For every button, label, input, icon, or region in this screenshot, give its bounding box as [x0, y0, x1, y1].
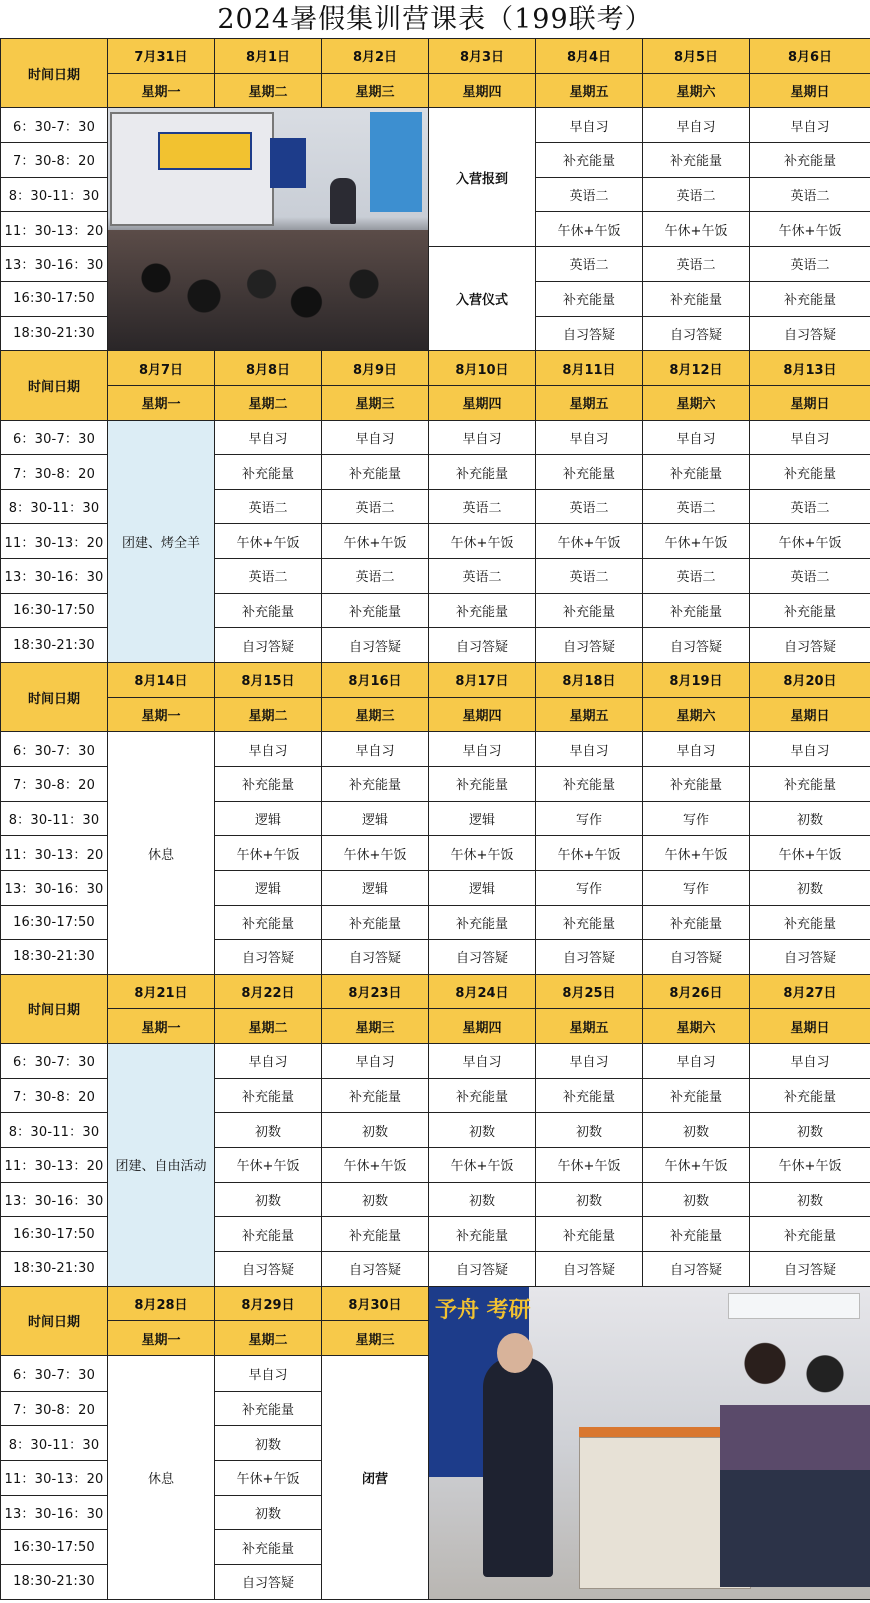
schedule-cell: 补充能量 [750, 1078, 870, 1113]
schedule-cell: 初数 [750, 870, 870, 905]
schedule-cell: 午休+午饭 [643, 1148, 750, 1183]
time-cell: 11：30-13：20 [1, 524, 108, 559]
schedule-cell: 初数 [536, 1182, 643, 1217]
schedule-cell: 补充能量 [643, 1217, 750, 1252]
schedule-cell: 补充能量 [429, 766, 536, 801]
date-cell: 8月13日 [750, 351, 870, 386]
time-cell: 18:30-21:30 [1, 628, 108, 663]
weekday-cell: 星期二 [215, 385, 322, 420]
schedule-cell: 午休+午饭 [429, 524, 536, 559]
schedule-cell: 自习答疑 [643, 940, 750, 975]
schedule-cell: 补充能量 [643, 766, 750, 801]
time-cell: 16:30-17:50 [1, 905, 108, 940]
window-graphic [728, 1293, 860, 1319]
schedule-cell: 写作 [643, 801, 750, 836]
weekday-cell: 星期五 [536, 385, 643, 420]
date-cell: 8月16日 [322, 663, 429, 698]
time-cell: 13：30-16：30 [1, 246, 108, 281]
weekday-cell: 星期日 [750, 697, 870, 732]
date-cell: 8月28日 [108, 1286, 215, 1321]
schedule-cell: 逻辑 [429, 801, 536, 836]
weekday-cell: 星期三 [322, 1321, 429, 1356]
schedule-cell: 英语二 [643, 246, 750, 281]
time-cell: 18:30-21:30 [1, 316, 108, 351]
schedule-cell: 早自习 [536, 1044, 643, 1079]
weekday-cell: 星期四 [429, 385, 536, 420]
schedule-cell: 初数 [750, 1113, 870, 1148]
schedule-cell: 补充能量 [322, 593, 429, 628]
schedule-cell: 补充能量 [536, 142, 643, 177]
date-cell: 8月18日 [536, 663, 643, 698]
schedule-cell: 补充能量 [536, 282, 643, 317]
weekday-cell: 星期一 [108, 1321, 215, 1356]
schedule-cell: 补充能量 [429, 905, 536, 940]
time-cell: 8：30-11：30 [1, 177, 108, 212]
schedule-cell: 午休+午饭 [536, 1148, 643, 1183]
schedule-cell: 早自习 [215, 1044, 322, 1079]
schedule-cell: 补充能量 [643, 905, 750, 940]
date-cell: 7月31日 [108, 39, 215, 74]
weekday-cell: 星期六 [643, 73, 750, 108]
time-cell: 18:30-21:30 [1, 1564, 108, 1599]
schedule-cell: 写作 [536, 801, 643, 836]
week2-date-row [1, 351, 870, 386]
schedule-cell: 补充能量 [750, 1217, 870, 1252]
schedule-cell: 自习答疑 [215, 1251, 322, 1286]
schedule-cell: 英语二 [536, 246, 643, 281]
schedule-cell: 补充能量 [750, 766, 870, 801]
time-cell: 7：30-8：20 [1, 1391, 108, 1426]
time-cell: 7：30-8：20 [1, 1078, 108, 1113]
closing-merged-cell: 闭营 [322, 1355, 429, 1599]
time-cell: 13：30-16：30 [1, 870, 108, 905]
schedule-cell: 午休+午饭 [536, 524, 643, 559]
schedule-cell: 补充能量 [536, 1217, 643, 1252]
schedule-cell: 早自习 [750, 732, 870, 767]
date-cell: 8月25日 [536, 974, 643, 1009]
schedule-cell: 补充能量 [322, 905, 429, 940]
table-row [1, 420, 870, 455]
schedule-cell: 自习答疑 [322, 940, 429, 975]
schedule-cell: 午休+午饭 [536, 836, 643, 871]
schedule-cell: 午休+午饭 [322, 1148, 429, 1183]
date-cell: 8月8日 [215, 351, 322, 386]
week4-date-row [1, 974, 870, 1009]
schedule-cell: 自习答疑 [643, 316, 750, 351]
date-cell: 8月22日 [215, 974, 322, 1009]
schedule-cell: 初数 [215, 1113, 322, 1148]
schedule-cell: 补充能量 [429, 593, 536, 628]
schedule-cell: 初数 [429, 1113, 536, 1148]
schedule-cell: 补充能量 [322, 1217, 429, 1252]
date-cell: 8月12日 [643, 351, 750, 386]
schedule-cell: 午休+午饭 [643, 836, 750, 871]
schedule-cell: 英语二 [215, 489, 322, 524]
week1-date-row [1, 39, 870, 74]
schedule-cell: 初数 [536, 1113, 643, 1148]
schedule-cell: 自习答疑 [750, 940, 870, 975]
schedule-cell: 午休+午饭 [429, 836, 536, 871]
schedule-cell: 补充能量 [322, 455, 429, 490]
weekday-cell: 星期四 [429, 697, 536, 732]
week5-corner-label: 时间日期 [1, 1286, 108, 1355]
week4-monday-merged-cell: 团建、自由活动 [108, 1044, 215, 1286]
time-cell: 11：30-13：20 [1, 212, 108, 247]
schedule-cell: 早自习 [643, 108, 750, 143]
week1-weekday-row [1, 73, 870, 108]
weekday-cell: 星期二 [215, 73, 322, 108]
schedule-cell: 补充能量 [643, 1078, 750, 1113]
date-cell: 8月26日 [643, 974, 750, 1009]
schedule-cell: 初数 [643, 1113, 750, 1148]
week2-corner-label: 时间日期 [1, 351, 108, 420]
time-cell: 13：30-16：30 [1, 1182, 108, 1217]
time-cell: 6：30-7：30 [1, 1355, 108, 1391]
time-cell: 18:30-21:30 [1, 1251, 108, 1286]
schedule-cell: 补充能量 [215, 1217, 322, 1252]
schedule-cell: 早自习 [536, 732, 643, 767]
schedule-cell: 自习答疑 [750, 316, 870, 351]
schedule-cell: 英语二 [643, 559, 750, 594]
schedule-cell: 逻辑 [429, 870, 536, 905]
weekday-cell: 星期四 [429, 73, 536, 108]
schedule-cell: 补充能量 [322, 1078, 429, 1113]
time-cell: 11：30-13：20 [1, 836, 108, 871]
weekday-cell: 星期五 [536, 1009, 643, 1044]
speaker-graphic [330, 178, 356, 224]
time-cell: 6：30-7：30 [1, 1044, 108, 1079]
schedule-cell: 午休+午饭 [322, 524, 429, 559]
date-cell: 8月29日 [215, 1286, 322, 1321]
time-cell: 6：30-7：30 [1, 420, 108, 455]
schedule-cell: 早自习 [322, 1044, 429, 1079]
schedule-cell: 早自习 [750, 420, 870, 455]
schedule-cell: 补充能量 [536, 905, 643, 940]
date-cell: 8月5日 [643, 39, 750, 74]
week2-monday-merged-cell: 团建、烤全羊 [108, 420, 215, 662]
date-cell: 8月27日 [750, 974, 870, 1009]
time-cell: 16:30-17:50 [1, 282, 108, 317]
time-cell: 13：30-16：30 [1, 1495, 108, 1530]
schedule-cell: 自习答疑 [215, 940, 322, 975]
schedule-cell: 英语二 [536, 559, 643, 594]
weekday-cell: 星期六 [643, 1009, 750, 1044]
schedule-cell: 英语二 [429, 559, 536, 594]
schedule-cell: 英语二 [536, 489, 643, 524]
weekday-cell: 星期日 [750, 385, 870, 420]
schedule-cell: 早自习 [215, 1355, 322, 1391]
schedule-cell: 补充能量 [215, 455, 322, 490]
date-cell: 8月7日 [108, 351, 215, 386]
week4-corner-label: 时间日期 [1, 974, 108, 1043]
person-head-graphic [497, 1333, 533, 1373]
schedule-cell: 补充能量 [750, 142, 870, 177]
slide-graphic [158, 132, 252, 170]
schedule-cell: 初数 [643, 1182, 750, 1217]
schedule-cell: 早自习 [429, 1044, 536, 1079]
weekday-cell: 星期三 [322, 1009, 429, 1044]
schedule-table [0, 38, 870, 1600]
time-cell: 8：30-11：30 [1, 1426, 108, 1461]
weekday-cell: 星期六 [643, 697, 750, 732]
banner-text: 予舟 考研 [435, 1297, 531, 1323]
date-cell: 8月15日 [215, 663, 322, 698]
time-cell: 16:30-17:50 [1, 1217, 108, 1252]
weekday-cell: 星期三 [322, 697, 429, 732]
weekday-cell: 星期六 [643, 385, 750, 420]
week3-date-row [1, 663, 870, 698]
schedule-cell: 自习答疑 [750, 628, 870, 663]
schedule-cell: 午休+午饭 [750, 1148, 870, 1183]
week3-monday-merged-cell: 休息 [108, 732, 215, 974]
schedule-cell: 自习答疑 [429, 940, 536, 975]
side-banner-graphic [370, 112, 422, 212]
weekday-cell: 星期一 [108, 385, 215, 420]
weekday-cell: 星期三 [322, 73, 429, 108]
schedule-cell: 补充能量 [643, 282, 750, 317]
week3-corner-label: 时间日期 [1, 663, 108, 732]
time-cell: 6：30-7：30 [1, 732, 108, 767]
schedule-cell: 英语二 [643, 177, 750, 212]
schedule-cell: 午休+午饭 [750, 212, 870, 247]
schedule-cell: 补充能量 [215, 905, 322, 940]
weekday-cell: 星期四 [429, 1009, 536, 1044]
schedule-cell: 自习答疑 [643, 628, 750, 663]
schedule-cell: 早自习 [536, 420, 643, 455]
table-row [1, 1044, 870, 1079]
schedule-cell: 午休+午饭 [215, 524, 322, 559]
time-cell: 6：30-7：30 [1, 108, 108, 143]
schedule-cell: 自习答疑 [536, 1251, 643, 1286]
date-cell: 8月1日 [215, 39, 322, 74]
schedule-cell: 补充能量 [429, 455, 536, 490]
page-title: 2024暑假集训营课表（199联考） [217, 4, 653, 35]
date-cell: 8月21日 [108, 974, 215, 1009]
schedule-cell: 自习答疑 [322, 1251, 429, 1286]
ceremony-merged-cell: 入营仪式 [429, 246, 536, 350]
date-cell: 8月14日 [108, 663, 215, 698]
schedule-cell: 自习答疑 [536, 316, 643, 351]
schedule-cell: 午休+午饭 [536, 212, 643, 247]
schedule-cell: 英语二 [429, 489, 536, 524]
table-row [1, 108, 870, 143]
schedule-cell: 自习答疑 [215, 1564, 322, 1599]
schedule-cell: 补充能量 [750, 455, 870, 490]
schedule-cell: 补充能量 [750, 282, 870, 317]
schedule-cell: 补充能量 [322, 766, 429, 801]
schedule-cell: 逻辑 [215, 870, 322, 905]
schedule-cell: 午休+午饭 [429, 1148, 536, 1183]
schedule-cell: 早自习 [429, 420, 536, 455]
schedule-cell: 午休+午饭 [643, 212, 750, 247]
schedule-cell: 早自习 [536, 108, 643, 143]
weekday-cell: 星期五 [536, 697, 643, 732]
schedule-cell: 英语二 [750, 246, 870, 281]
schedule-cell: 补充能量 [643, 455, 750, 490]
schedule-cell: 英语二 [643, 489, 750, 524]
schedule-cell: 早自习 [322, 420, 429, 455]
schedule-cell: 初数 [322, 1182, 429, 1217]
person-graphic [483, 1357, 553, 1577]
schedule-cell: 自习答疑 [536, 628, 643, 663]
schedule-cell: 早自习 [750, 1044, 870, 1079]
time-cell: 8：30-11：30 [1, 1113, 108, 1148]
weekday-cell: 星期三 [322, 385, 429, 420]
date-cell: 8月2日 [322, 39, 429, 74]
schedule-cell: 补充能量 [643, 142, 750, 177]
schedule-cell: 补充能量 [536, 455, 643, 490]
date-cell: 8月23日 [322, 974, 429, 1009]
schedule-cell: 英语二 [322, 489, 429, 524]
weekday-cell: 星期二 [215, 697, 322, 732]
schedule-cell: 补充能量 [750, 593, 870, 628]
schedule-cell: 初数 [429, 1182, 536, 1217]
week5-monday-merged-cell: 休息 [108, 1355, 215, 1599]
schedule-cell: 自习答疑 [429, 1251, 536, 1286]
schedule-cell: 自习答疑 [429, 628, 536, 663]
schedule-cell: 初数 [750, 801, 870, 836]
students-graphic [720, 1327, 870, 1587]
schedule-cell: 补充能量 [536, 593, 643, 628]
schedule-cell: 逻辑 [215, 801, 322, 836]
weekday-cell: 星期一 [108, 1009, 215, 1044]
time-cell: 7：30-8：20 [1, 142, 108, 177]
schedule-cell: 自习答疑 [750, 1251, 870, 1286]
schedule-cell: 英语二 [750, 559, 870, 594]
weekday-cell: 星期一 [108, 697, 215, 732]
schedule-cell: 英语二 [536, 177, 643, 212]
schedule-cell: 补充能量 [215, 1391, 322, 1426]
schedule-cell: 自习答疑 [322, 628, 429, 663]
schedule-cell: 午休+午饭 [750, 836, 870, 871]
schedule-cell: 早自习 [643, 1044, 750, 1079]
weekday-cell: 星期日 [750, 1009, 870, 1044]
time-cell: 16:30-17:50 [1, 593, 108, 628]
schedule-cell: 补充能量 [750, 905, 870, 940]
date-cell: 8月4日 [536, 39, 643, 74]
time-cell: 11：30-13：20 [1, 1461, 108, 1496]
schedule-cell: 补充能量 [429, 1078, 536, 1113]
schedule-cell: 午休+午饭 [643, 524, 750, 559]
schedule-cell: 午休+午饭 [215, 1461, 322, 1496]
schedule-cell: 补充能量 [429, 1217, 536, 1252]
arrival-merged-cell: 入营报到 [429, 108, 536, 247]
schedule-cell: 英语二 [215, 559, 322, 594]
date-cell: 8月30日 [322, 1286, 429, 1321]
date-cell: 8月17日 [429, 663, 536, 698]
schedule-cell: 早自习 [429, 732, 536, 767]
schedule-cell: 早自习 [322, 732, 429, 767]
week5-date-row [1, 1286, 870, 1321]
schedule-cell: 逻辑 [322, 870, 429, 905]
time-cell: 8：30-11：30 [1, 801, 108, 836]
schedule-cell: 英语二 [750, 177, 870, 212]
date-cell: 8月11日 [536, 351, 643, 386]
checkin-photo [429, 1286, 870, 1599]
schedule-cell: 早自习 [215, 732, 322, 767]
time-cell: 16:30-17:50 [1, 1530, 108, 1565]
schedule-cell: 午休+午饭 [215, 1148, 322, 1183]
schedule-cell: 补充能量 [215, 1530, 322, 1565]
date-cell: 8月19日 [643, 663, 750, 698]
schedule-cell: 初数 [215, 1426, 322, 1461]
schedule-cell: 初数 [322, 1113, 429, 1148]
date-cell: 8月6日 [750, 39, 870, 74]
schedule-cell: 早自习 [643, 732, 750, 767]
schedule-cell: 英语二 [322, 559, 429, 594]
schedule-cell: 午休+午饭 [215, 836, 322, 871]
schedule-cell: 早自习 [215, 420, 322, 455]
schedule-cell: 初数 [750, 1182, 870, 1217]
time-cell: 18:30-21:30 [1, 940, 108, 975]
schedule-cell: 英语二 [750, 489, 870, 524]
banner-graphic [270, 138, 306, 188]
schedule-cell: 自习答疑 [536, 940, 643, 975]
time-cell: 13：30-16：30 [1, 559, 108, 594]
classroom-photo [108, 108, 429, 351]
schedule-cell: 自习答疑 [215, 628, 322, 663]
weekday-cell: 星期二 [215, 1321, 322, 1356]
schedule-cell: 午休+午饭 [322, 836, 429, 871]
week3-weekday-row [1, 697, 870, 732]
time-cell: 8：30-11：30 [1, 489, 108, 524]
schedule-cell: 补充能量 [536, 766, 643, 801]
schedule-cell: 补充能量 [643, 593, 750, 628]
weekday-cell: 星期日 [750, 73, 870, 108]
weekday-cell: 星期一 [108, 73, 215, 108]
schedule-cell: 逻辑 [322, 801, 429, 836]
week1-corner-label: 时间日期 [1, 39, 108, 108]
time-cell: 7：30-8：20 [1, 455, 108, 490]
week4-weekday-row [1, 1009, 870, 1044]
schedule-cell: 早自习 [750, 108, 870, 143]
schedule-cell: 补充能量 [215, 593, 322, 628]
date-cell: 8月20日 [750, 663, 870, 698]
date-cell: 8月3日 [429, 39, 536, 74]
date-cell: 8月9日 [322, 351, 429, 386]
schedule-cell: 初数 [215, 1182, 322, 1217]
date-cell: 8月24日 [429, 974, 536, 1009]
weekday-cell: 星期五 [536, 73, 643, 108]
schedule-cell: 补充能量 [215, 766, 322, 801]
schedule-cell: 早自习 [643, 420, 750, 455]
schedule-cell: 补充能量 [215, 1078, 322, 1113]
audience-graphic [108, 230, 428, 350]
schedule-cell: 初数 [215, 1495, 322, 1530]
schedule-cell: 补充能量 [536, 1078, 643, 1113]
schedule-cell: 写作 [536, 870, 643, 905]
table-row [1, 732, 870, 767]
time-cell: 7：30-8：20 [1, 766, 108, 801]
time-cell: 11：30-13：20 [1, 1148, 108, 1183]
schedule-cell: 自习答疑 [643, 1251, 750, 1286]
schedule-cell: 写作 [643, 870, 750, 905]
week2-weekday-row [1, 385, 870, 420]
schedule-cell: 午休+午饭 [750, 524, 870, 559]
date-cell: 8月10日 [429, 351, 536, 386]
weekday-cell: 星期二 [215, 1009, 322, 1044]
